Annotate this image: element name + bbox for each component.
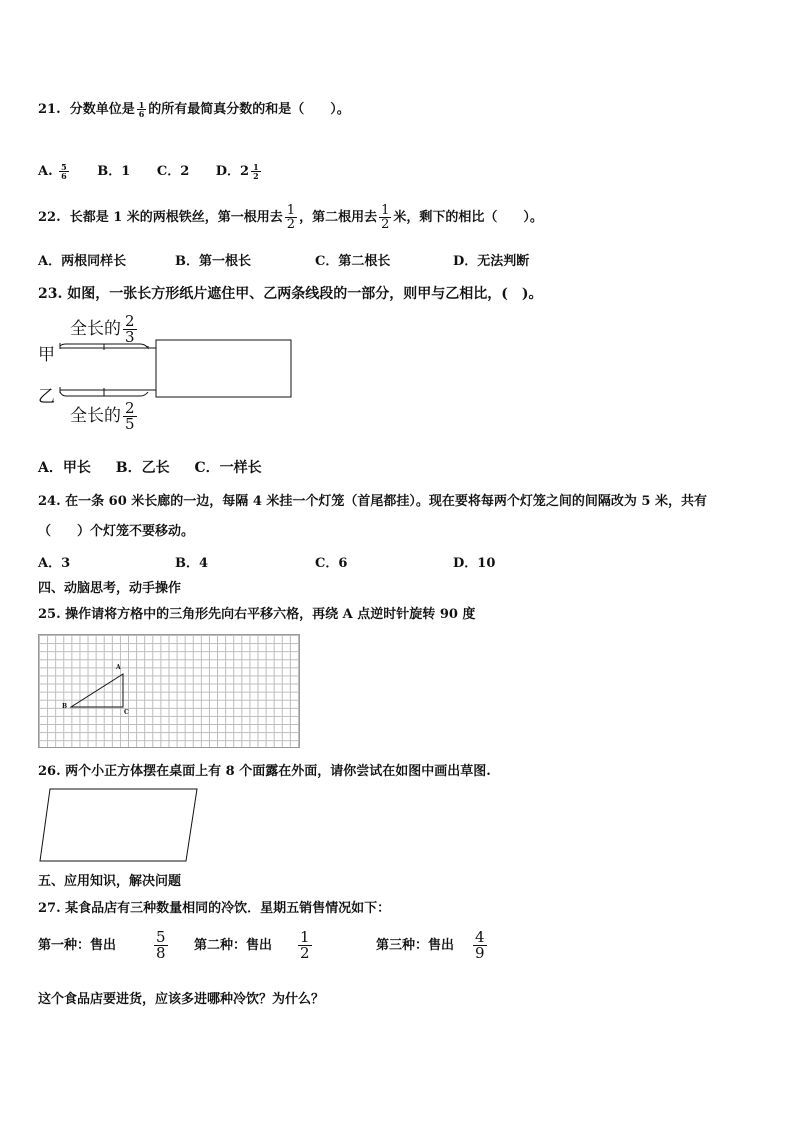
q26-stem: 26. 两个小正方体摆在桌面上有 8 个面露在外面，请你尝试在如图中画出草图. <box>38 764 491 779</box>
q24-option-d[interactable]: D．10 <box>453 556 496 571</box>
q21-option-b[interactable]: B．1 <box>97 164 131 179</box>
q25-label-c: C <box>124 709 129 716</box>
q22-option-b[interactable]: B．第一根长 <box>175 254 251 269</box>
q22-option-d[interactable]: D．无法判断 <box>453 254 530 269</box>
q21-option-c[interactable]: C．2 <box>156 164 190 179</box>
q21-option-a[interactable]: A. $\frac{5}{6}$ <box>38 162 67 181</box>
q26-parallelogram <box>40 789 197 861</box>
q27-item-1-fraction: $\frac{5}{8}$ <box>156 928 166 962</box>
q27-item-3-fraction: $\frac{4}{9}$ <box>475 928 485 962</box>
q25-stem: 25. 操作请将方格中的三角形先向右平移六格，再绕 A 点逆时针旋转 90 度 <box>38 607 476 622</box>
q23-option-a[interactable]: A．甲长 <box>38 460 91 476</box>
q24-stem-line1: 24. 在一条 60 米长廊的一边，每隔 4 米挂一个灯笼（首尾都挂）。现在要将每两个灯笼之间的间隔改为 5 米，共有 <box>38 494 707 509</box>
q21-number: 21. <box>38 102 61 117</box>
q24-stem-line2: （ ）个灯笼不要移动。 <box>38 524 195 539</box>
q25-label-a: A <box>116 664 121 671</box>
q21-option-d[interactable]: D．2 $\frac{1}{2}$ <box>215 162 259 181</box>
q27-item-2: 第二种：售出 <box>194 938 273 953</box>
q24-option-a[interactable]: A．3 <box>38 556 71 571</box>
section-5-heading: 五、应用知识，解决问题 <box>38 874 182 889</box>
q23-option-b[interactable]: B．乙长 <box>115 460 170 476</box>
q22-number: 22. <box>38 210 61 225</box>
q23-top-label: 全长的 $\frac{2}{3}$ <box>70 312 135 346</box>
q23-bottom-label: 全长的 $\frac{2}{5}$ <box>70 399 135 433</box>
q27-item-1: 第一种：售出 <box>38 938 117 953</box>
q27-question: 这个食品店要进货，应该多进哪种冷饮？为什么？ <box>38 992 325 1007</box>
q22-fraction-1: $\frac{1}{2}$ <box>286 203 296 232</box>
q22-option-a[interactable]: A．两根同样长 <box>38 254 127 269</box>
q23-number: 23. <box>38 286 63 302</box>
q27-item-2-fraction: $\frac{1}{2}$ <box>300 928 310 962</box>
q24-option-c[interactable]: C．6 <box>315 556 348 571</box>
q22-fraction-2: $\frac{1}{2}$ <box>381 203 390 232</box>
q23-jia-label: 甲 <box>38 345 55 365</box>
q25-number: 25. <box>38 607 61 622</box>
q27-item-3: 第三种：售出 <box>376 938 455 953</box>
q22-stem: 22. 长都是 1 米的两根铁丝，第一根用去 $\frac{1}{2}$ ，第二根用去 $\frac{1}{2}$ 米，剩下的相比（ ）。 <box>38 203 543 232</box>
q23-stem: 23. 如图，一张长方形纸片遮住甲、乙两条线段的一部分，则甲与乙相比，( )。 <box>38 286 543 302</box>
q27-number: 27. <box>38 901 61 916</box>
q26-number: 26. <box>38 764 61 779</box>
q25-label-b: B <box>62 703 68 710</box>
q24-option-b[interactable]: B．4 <box>175 556 209 571</box>
q23-yi-label: 乙 <box>38 387 55 407</box>
q22-option-c[interactable]: C．第二根长 <box>315 254 391 269</box>
q24-number: 24. <box>38 494 61 509</box>
q27-stem: 27. 某食品店有三种数量相同的冷饮．星期五销售情况如下： <box>38 901 391 916</box>
q21-fraction: $\frac{1}{6}$ <box>138 100 145 119</box>
q23-option-c[interactable]: C．一样长 <box>194 460 262 476</box>
section-4-heading: 四、动脑思考，动手操作 <box>38 581 182 596</box>
q21-stem: 21. 分数单位是 $\frac{1}{6}$ 的所有最简真分数的和是（ ）。 <box>38 100 350 119</box>
